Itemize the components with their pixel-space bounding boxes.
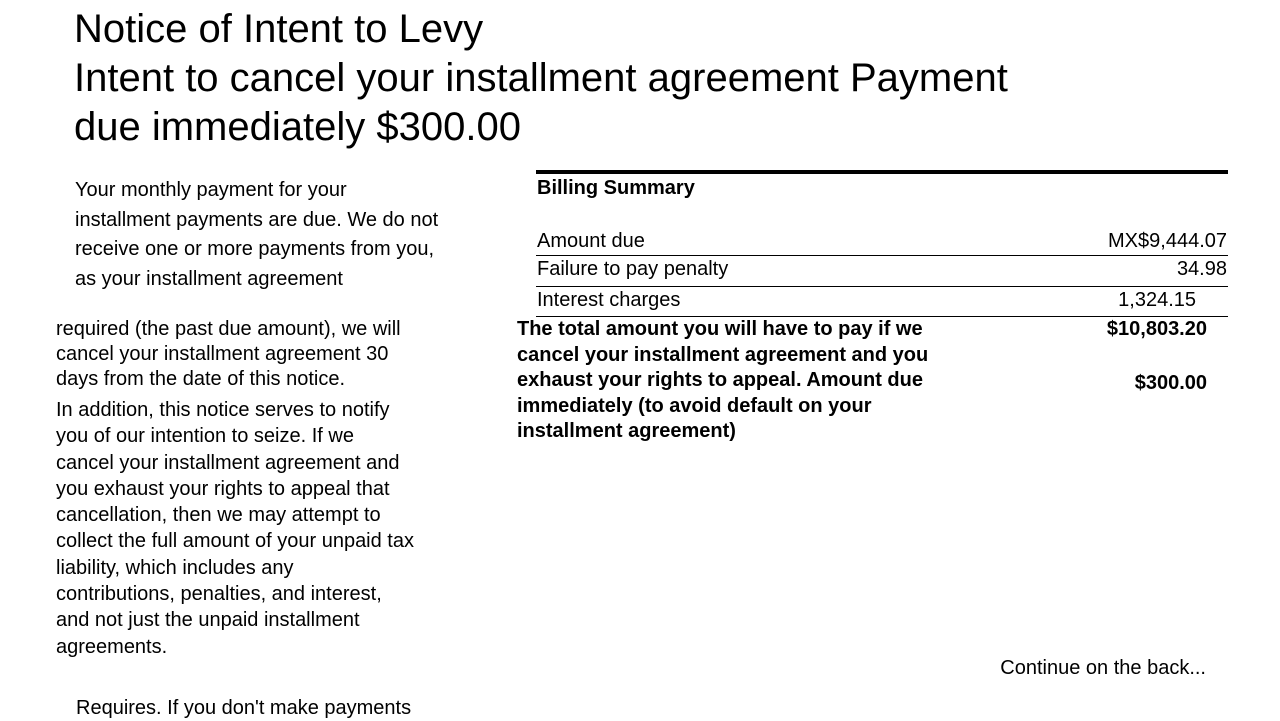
- intro-line: installment payments are due. We do not: [75, 208, 439, 231]
- trailing-paragraph: [76, 695, 411, 721]
- billing-row-value: MX$9,444.07: [1108, 230, 1227, 252]
- seizure-line: contributions, penalties, and interest,: [56, 583, 382, 606]
- notice-subtitle-line-1: Intent to cancel your installment agreement Payment: [74, 56, 1008, 100]
- notice-subtitle-line-2: due immediately $300.00: [74, 105, 521, 149]
- billing-row-divider: [536, 286, 1228, 287]
- seizure-line: you of our intention to seize. If we: [56, 425, 354, 448]
- billing-summary-top-rule: [536, 170, 1228, 174]
- cancellation-line: days from the date of this notice.: [56, 368, 346, 390]
- billing-row-divider: [536, 255, 1228, 256]
- billing-row-value: 34.98: [1176, 258, 1227, 280]
- intro-line: Your monthly payment for your: [75, 179, 347, 201]
- billing-total-label: [517, 317, 928, 445]
- seizure-line: agreements.: [56, 635, 168, 658]
- intro-line: as your installment agreement: [75, 267, 343, 290]
- billing-row-label: Interest charges: [537, 289, 681, 311]
- seizure-paragraph: [56, 397, 414, 660]
- seizure-line: liability, which includes any: [56, 556, 294, 579]
- seizure-line: In addition, this notice serves to notify: [56, 399, 390, 421]
- cancellation-line: cancel your installment agreement 30: [56, 343, 389, 365]
- seizure-line: and not just the unpaid installment: [56, 609, 360, 632]
- intro-paragraph: [75, 176, 438, 294]
- seizure-line: you exhaust your rights to appeal that: [56, 477, 390, 500]
- intro-line: receive one or more payments from you,: [75, 238, 435, 260]
- billing-total-label-line: installment agreement): [517, 420, 736, 443]
- seizure-line: cancel your installment agreement and: [56, 451, 400, 474]
- billing-row-value: 1,324.15: [1118, 289, 1196, 311]
- billing-row-label: Failure to pay penalty: [537, 258, 729, 280]
- billing-total-value: $10,803.20: [1106, 318, 1207, 340]
- trailing-line: Requires. If you don't make payments: [76, 697, 412, 719]
- notice-title: Notice of Intent to Levy: [74, 7, 484, 51]
- billing-total-label-line: exhaust your rights to appeal. Amount due: [517, 369, 923, 392]
- billing-row-label: Amount due: [537, 230, 645, 252]
- seizure-line: collect the full amount of your unpaid tax: [56, 530, 414, 553]
- continue-on-back-note: Continue on the back...: [1000, 657, 1206, 679]
- seizure-line: cancellation, then we may attempt to: [56, 504, 381, 527]
- billing-total-label-line: immediately (to avoid default on your: [517, 394, 872, 417]
- cancellation-paragraph: [56, 317, 401, 392]
- billing-total-label-line: cancel your installment agreement and you: [517, 343, 929, 366]
- cancellation-line: required (the past due amount), we will: [56, 318, 401, 340]
- billing-total-label-line: The total amount you will have to pay if we: [517, 318, 923, 340]
- billing-summary-title: Billing Summary: [537, 177, 695, 199]
- billing-due-immediately-value: $300.00: [1134, 372, 1207, 394]
